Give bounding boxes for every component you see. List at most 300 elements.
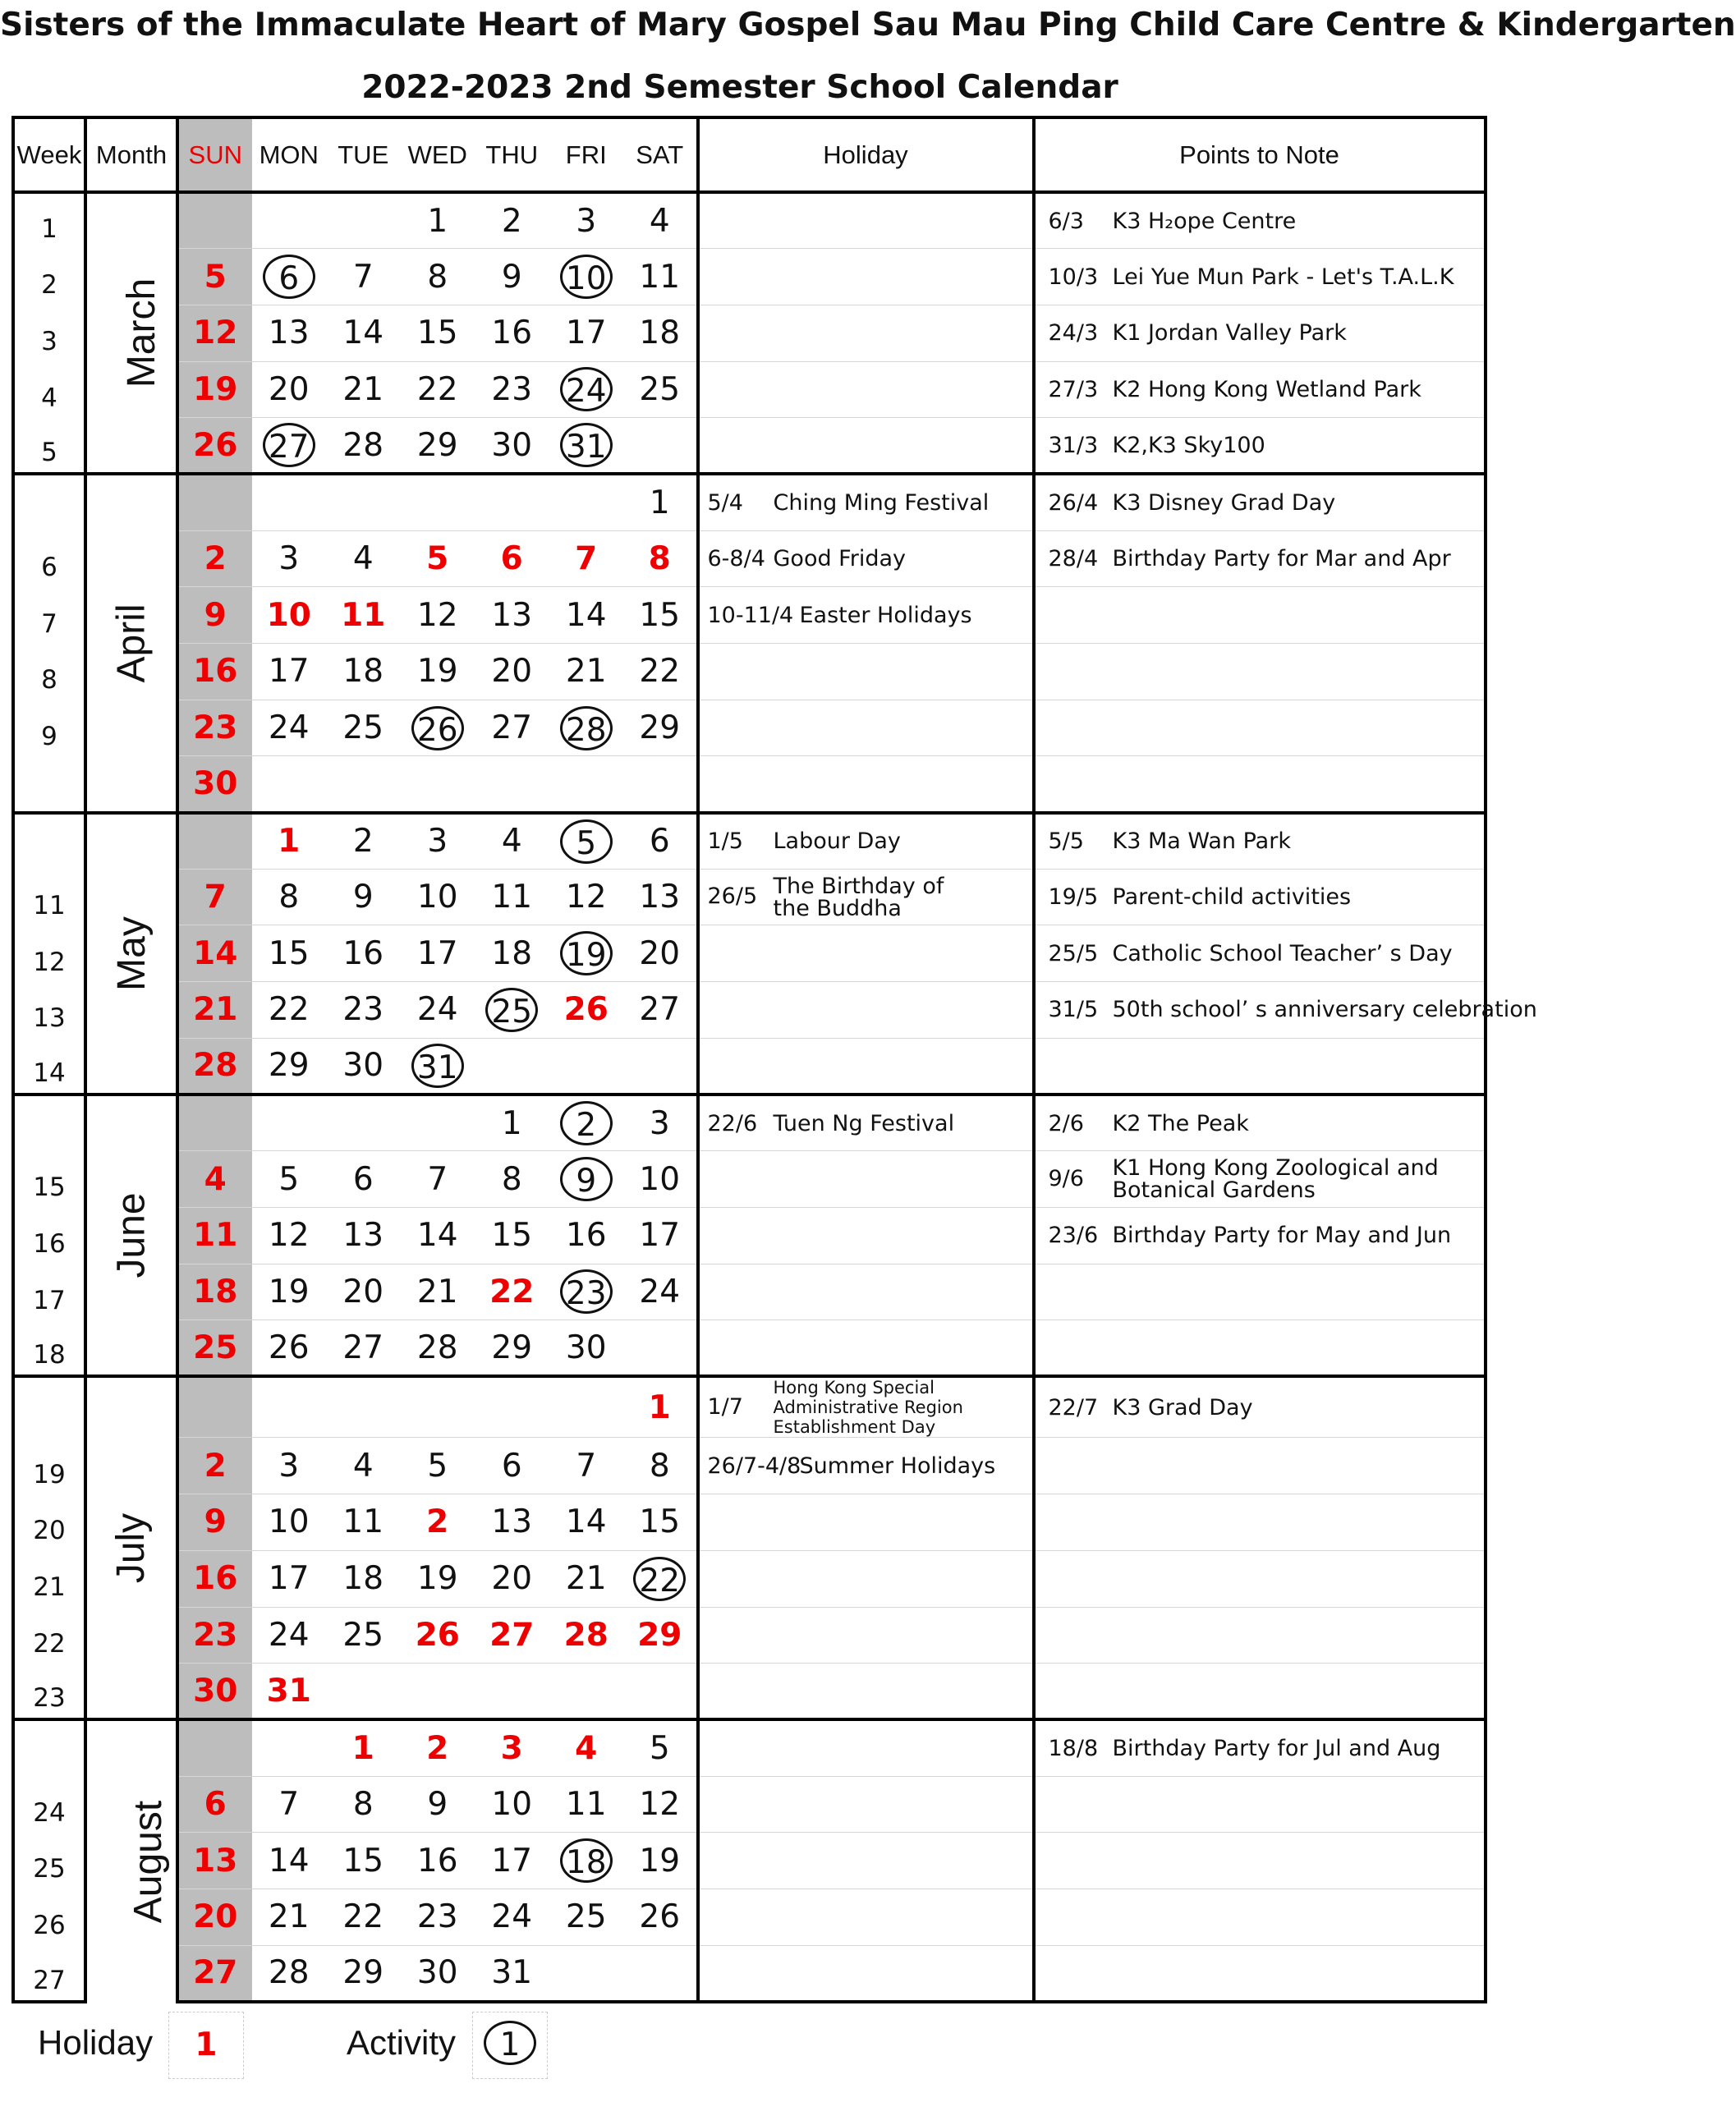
date-number: 16 xyxy=(565,1217,607,1255)
legend xyxy=(0,2003,1513,2086)
note-cell xyxy=(1034,192,1486,249)
day-cell-thu xyxy=(475,1038,549,1095)
date-number: 22 xyxy=(268,991,310,1029)
date-number: 15 xyxy=(639,1503,681,1541)
date-number: 9 xyxy=(560,1157,613,1201)
date-number: 28 xyxy=(416,1329,458,1366)
date-number: 10 xyxy=(268,1503,310,1541)
week-row xyxy=(13,361,1486,418)
day-cell-thu xyxy=(475,1376,549,1438)
holiday-cell xyxy=(698,1607,1034,1664)
date-number: 15 xyxy=(342,1842,384,1879)
date-number: 27 xyxy=(342,1329,384,1366)
date-number: 30 xyxy=(565,1329,607,1366)
holiday-name: Ching Ming Festival xyxy=(773,490,990,516)
date-number: 12 xyxy=(565,879,607,916)
day-cell-sat xyxy=(623,1889,698,1945)
day-cell-sun xyxy=(177,249,252,305)
day-cell-sat xyxy=(623,1719,698,1776)
day-cell-thu xyxy=(475,587,549,644)
week-row xyxy=(13,644,1486,700)
week-row xyxy=(13,1151,1486,1208)
day-cell-thu xyxy=(475,1664,549,1720)
day-cell-sun xyxy=(177,1945,252,2002)
date-number: 5 xyxy=(427,1447,448,1485)
day-cell-sun xyxy=(177,361,252,418)
day-cell-mon xyxy=(252,925,327,982)
note-cell xyxy=(1034,305,1486,361)
day-cell-mon xyxy=(252,1719,327,1776)
week-number: 24 xyxy=(13,1776,85,1833)
week-row xyxy=(13,925,1486,982)
week-row xyxy=(13,1438,1486,1494)
holiday-name: Tuen Ng Festival xyxy=(773,1110,955,1136)
week-row xyxy=(13,700,1486,756)
date-number: 27 xyxy=(263,423,315,467)
week-row xyxy=(13,982,1486,1039)
date-number: 13 xyxy=(491,596,533,634)
day-cell-fri xyxy=(549,1038,624,1095)
date-number: 22 xyxy=(639,653,681,691)
week-number: 22 xyxy=(13,1607,85,1664)
day-cell-sun xyxy=(177,1550,252,1607)
date-number: 4 xyxy=(575,1729,598,1767)
note-cell xyxy=(1034,1038,1486,1095)
day-cell-mon xyxy=(252,1889,327,1945)
date-number: 3 xyxy=(576,202,597,240)
date-number: 14 xyxy=(193,934,238,972)
date-number: 4 xyxy=(204,1160,227,1198)
week-row xyxy=(13,587,1486,644)
date-number: 29 xyxy=(342,1954,384,1992)
day-cell-tue xyxy=(326,192,401,249)
date-number: 20 xyxy=(491,1560,533,1598)
date-number: 30 xyxy=(193,1672,238,1710)
date-number: 5 xyxy=(560,819,613,864)
day-cell-fri xyxy=(549,1494,624,1551)
week-number: 27 xyxy=(13,1945,85,2002)
date-number: 11 xyxy=(491,879,533,916)
day-cell-wed xyxy=(401,1438,475,1494)
day-cell-mon xyxy=(252,474,327,530)
month-label-cell xyxy=(85,192,177,474)
day-cell-thu xyxy=(475,813,549,870)
date-number: 22 xyxy=(633,1557,686,1601)
day-cell-wed xyxy=(401,925,475,982)
day-cell-wed xyxy=(401,1494,475,1551)
holiday-cell xyxy=(698,813,1034,870)
day-cell-sat xyxy=(623,587,698,644)
date-number: 6 xyxy=(204,1785,227,1823)
month-name: March xyxy=(120,278,164,388)
day-cell-mon xyxy=(252,1438,327,1494)
date-number: 14 xyxy=(416,1217,458,1255)
holiday-date: 6-8/4 xyxy=(707,545,765,571)
week-row xyxy=(13,1833,1486,1889)
holiday-cell xyxy=(698,361,1034,418)
day-cell-fri xyxy=(549,192,624,249)
date-number: 6 xyxy=(501,1447,522,1485)
date-number: 23 xyxy=(193,709,238,747)
day-cell-fri xyxy=(549,1151,624,1208)
date-number: 10 xyxy=(491,1785,533,1823)
day-cell-sat xyxy=(623,1376,698,1438)
note-cell xyxy=(1034,1889,1486,1945)
day-cell-sat xyxy=(623,249,698,305)
week-number: 11 xyxy=(13,869,85,925)
day-cell-wed xyxy=(401,530,475,587)
day-cell-mon xyxy=(252,1095,327,1151)
month-label-cell xyxy=(85,1095,177,1376)
day-cell-fri xyxy=(549,982,624,1039)
date-number: 23 xyxy=(416,1898,458,1936)
day-cell-mon xyxy=(252,869,327,925)
day-cell-sun xyxy=(177,813,252,870)
date-number: 2 xyxy=(560,1101,613,1145)
date-number: 21 xyxy=(342,370,384,408)
date-number: 30 xyxy=(193,764,238,802)
day-cell-sat xyxy=(623,869,698,925)
week-row xyxy=(13,869,1486,925)
date-number: 23 xyxy=(193,1616,238,1654)
day-cell-mon xyxy=(252,982,327,1039)
day-cell-tue xyxy=(326,813,401,870)
day-cell-tue xyxy=(326,361,401,418)
date-number: 2 xyxy=(352,823,374,861)
day-cell-mon xyxy=(252,700,327,756)
day-cell-sun xyxy=(177,644,252,700)
date-number: 28 xyxy=(268,1954,310,1992)
date-number: 25 xyxy=(342,1616,384,1654)
date-number: 24 xyxy=(268,1616,310,1654)
day-cell-thu xyxy=(475,361,549,418)
week-number: 8 xyxy=(13,644,85,700)
day-cell-fri xyxy=(549,1095,624,1151)
day-cell-wed xyxy=(401,1320,475,1377)
date-number: 13 xyxy=(639,879,681,916)
note-text: K3 Disney Grad Day xyxy=(1112,490,1336,516)
date-number: 31 xyxy=(491,1954,533,1992)
note-cell xyxy=(1034,1607,1486,1664)
date-number: 19 xyxy=(193,370,238,408)
date-number: 4 xyxy=(501,823,522,861)
day-cell-tue xyxy=(326,982,401,1039)
month-name: May xyxy=(109,916,154,991)
date-number: 18 xyxy=(560,1838,613,1883)
date-number: 21 xyxy=(268,1898,310,1936)
day-cell-thu xyxy=(475,1095,549,1151)
note-date: 5/5 xyxy=(1048,828,1084,855)
date-number: 5 xyxy=(278,1160,300,1198)
date-number: 30 xyxy=(491,426,533,464)
holiday-cell xyxy=(698,1833,1034,1889)
date-number: 23 xyxy=(491,370,533,408)
month-name: July xyxy=(109,1512,154,1584)
date-number: 8 xyxy=(352,1785,374,1823)
date-number: 10 xyxy=(266,596,311,634)
note-date: 24/3 xyxy=(1048,320,1099,347)
note-text: K2 The Peak xyxy=(1112,1110,1249,1136)
holiday-cell xyxy=(698,1550,1034,1607)
date-number: 9 xyxy=(352,879,374,916)
day-cell-sun xyxy=(177,925,252,982)
day-cell-tue xyxy=(326,305,401,361)
day-cell-sun xyxy=(177,474,252,530)
legend-holiday-number: 1 xyxy=(195,2026,218,2063)
day-cell-wed xyxy=(401,813,475,870)
day-cell-tue xyxy=(326,1494,401,1551)
note-cell xyxy=(1034,1207,1486,1264)
holiday-name: Good Friday xyxy=(773,545,907,571)
holiday-cell xyxy=(698,1320,1034,1377)
day-cell-sun xyxy=(177,700,252,756)
day-cell-tue xyxy=(326,1550,401,1607)
day-cell-sun xyxy=(177,756,252,813)
day-cell-mon xyxy=(252,1376,327,1438)
note-date: 10/3 xyxy=(1048,264,1099,290)
date-number: 7 xyxy=(352,258,374,296)
note-cell xyxy=(1034,700,1486,756)
day-cell-tue xyxy=(326,1438,401,1494)
day-cell-sun xyxy=(177,1719,252,1776)
day-cell-mon xyxy=(252,813,327,870)
day-cell-fri xyxy=(549,1207,624,1264)
day-cell-mon xyxy=(252,1945,327,2002)
date-number: 19 xyxy=(416,1560,458,1598)
date-number: 11 xyxy=(342,1503,384,1541)
holiday-cell xyxy=(698,192,1034,249)
date-number: 11 xyxy=(639,258,681,296)
holiday-cell xyxy=(698,1207,1034,1264)
date-number: 20 xyxy=(639,934,681,972)
day-cell-tue xyxy=(326,700,401,756)
day-cell-thu xyxy=(475,644,549,700)
date-number: 16 xyxy=(193,1560,238,1598)
holiday-date: 26/5 xyxy=(707,883,758,910)
date-number: 23 xyxy=(560,1269,613,1314)
legend-holiday-label: Holiday xyxy=(38,2023,154,2062)
week-number: 1 xyxy=(13,192,85,249)
date-number: 8 xyxy=(649,1447,670,1485)
week-number: 25 xyxy=(13,1833,85,1889)
note-cell xyxy=(1034,1719,1486,1776)
week-row xyxy=(13,1776,1486,1833)
day-cell-sun xyxy=(177,1494,252,1551)
date-number: 30 xyxy=(416,1954,458,1992)
note-date: 26/4 xyxy=(1048,490,1099,516)
day-cell-wed xyxy=(401,474,475,530)
date-number: 19 xyxy=(416,653,458,691)
date-number: 15 xyxy=(268,934,310,972)
day-cell-fri xyxy=(549,361,624,418)
date-number: 2 xyxy=(426,1729,449,1767)
date-number: 1 xyxy=(427,202,448,240)
day-cell-fri xyxy=(549,530,624,587)
week-number xyxy=(13,813,85,870)
day-cell-fri xyxy=(549,1550,624,1607)
note-cell xyxy=(1034,1664,1486,1720)
date-number: 6 xyxy=(500,539,523,577)
note-text: K3 Ma Wan Park xyxy=(1112,828,1291,855)
month-name: April xyxy=(109,604,154,683)
day-cell-sun xyxy=(177,1376,252,1438)
day-cell-thu xyxy=(475,1550,549,1607)
date-number: 12 xyxy=(268,1217,310,1255)
week-number: 4 xyxy=(13,361,85,418)
week-number: 14 xyxy=(13,1038,85,1095)
date-number: 12 xyxy=(193,314,238,352)
day-cell-mon xyxy=(252,1494,327,1551)
date-number: 29 xyxy=(491,1329,533,1366)
date-number: 3 xyxy=(427,823,448,861)
date-number: 11 xyxy=(341,596,386,634)
holiday-cell xyxy=(698,1376,1034,1438)
note-text: Birthday Party for Jul and Aug xyxy=(1112,1735,1441,1761)
day-cell-mon xyxy=(252,587,327,644)
day-cell-sun xyxy=(177,1607,252,1664)
legend-activity-label: Activity xyxy=(347,2023,457,2062)
day-cell-sat xyxy=(623,1494,698,1551)
date-number: 15 xyxy=(416,314,458,352)
month-label-cell xyxy=(85,813,177,1095)
holiday-cell xyxy=(698,1264,1034,1320)
date-number: 5 xyxy=(649,1729,670,1767)
day-cell-fri xyxy=(549,869,624,925)
day-cell-thu xyxy=(475,925,549,982)
day-cell-sat xyxy=(623,474,698,530)
date-number: 26 xyxy=(639,1898,681,1936)
day-cell-fri xyxy=(549,1320,624,1377)
date-number: 28 xyxy=(193,1047,238,1085)
day-cell-mon xyxy=(252,305,327,361)
day-cell-mon xyxy=(252,418,327,475)
date-number: 18 xyxy=(639,314,681,352)
day-cell-sun xyxy=(177,1833,252,1889)
day-cell-wed xyxy=(401,982,475,1039)
date-number: 22 xyxy=(342,1898,384,1936)
day-cell-sun xyxy=(177,1664,252,1720)
date-number: 12 xyxy=(416,596,458,634)
date-number: 10 xyxy=(416,879,458,916)
day-cell-sun xyxy=(177,1207,252,1264)
week-number xyxy=(13,474,85,530)
day-cell-wed xyxy=(401,1038,475,1095)
date-number: 14 xyxy=(342,314,384,352)
holiday-cell xyxy=(698,474,1034,530)
date-number: 20 xyxy=(268,370,310,408)
date-number: 18 xyxy=(193,1273,238,1310)
day-cell-tue xyxy=(326,1095,401,1151)
day-cell-tue xyxy=(326,1376,401,1438)
date-number: 18 xyxy=(491,934,533,972)
date-number: 20 xyxy=(491,653,533,691)
day-cell-sun xyxy=(177,418,252,475)
date-number: 17 xyxy=(639,1217,681,1255)
day-cell-sun xyxy=(177,1264,252,1320)
week-row xyxy=(13,418,1486,475)
note-cell xyxy=(1034,1320,1486,1377)
day-cell-fri xyxy=(549,305,624,361)
week-row xyxy=(13,305,1486,361)
date-number: 21 xyxy=(565,653,607,691)
day-cell-fri xyxy=(549,1376,624,1438)
date-number: 26 xyxy=(563,991,609,1029)
note-text: K1 Jordan Valley Park xyxy=(1112,320,1347,347)
day-cell-mon xyxy=(252,1664,327,1720)
week-row xyxy=(13,1664,1486,1720)
date-number: 13 xyxy=(342,1217,384,1255)
holiday-date: 22/6 xyxy=(707,1110,758,1136)
day-header-mon: MON xyxy=(252,117,327,192)
note-text: K2 Hong Kong Wetland Park xyxy=(1112,376,1421,402)
day-cell-mon xyxy=(252,756,327,813)
date-number: 3 xyxy=(278,1447,300,1485)
note-date: 27/3 xyxy=(1048,376,1099,402)
day-cell-sun xyxy=(177,1095,252,1151)
day-cell-thu xyxy=(475,869,549,925)
day-cell-wed xyxy=(401,418,475,475)
holiday-name: Labour Day xyxy=(773,828,901,855)
note-text: K2,K3 Sky100 xyxy=(1112,432,1265,458)
day-cell-sat xyxy=(623,1438,698,1494)
note-text: Catholic School Teacher’ s Day xyxy=(1112,940,1453,966)
date-number: 25 xyxy=(342,709,384,747)
month-name: June xyxy=(109,1192,154,1278)
day-cell-fri xyxy=(549,1945,624,2002)
date-number: 22 xyxy=(489,1273,535,1310)
week-row xyxy=(13,1320,1486,1377)
date-number: 24 xyxy=(416,991,458,1029)
holiday-date: 5/4 xyxy=(707,490,743,516)
holiday-cell xyxy=(698,418,1034,475)
day-cell-wed xyxy=(401,1719,475,1776)
note-date: 25/5 xyxy=(1048,940,1099,966)
date-number: 29 xyxy=(416,426,458,464)
date-number: 9 xyxy=(204,596,227,634)
date-number: 9 xyxy=(501,258,522,296)
date-number: 7 xyxy=(427,1160,448,1198)
day-cell-tue xyxy=(326,418,401,475)
day-cell-mon xyxy=(252,530,327,587)
holiday-cell xyxy=(698,249,1034,305)
holiday-cell xyxy=(698,1494,1034,1551)
day-cell-fri xyxy=(549,1889,624,1945)
day-cell-thu xyxy=(475,1264,549,1320)
day-cell-sat xyxy=(623,1207,698,1264)
date-number: 27 xyxy=(193,1954,238,1992)
date-number: 21 xyxy=(416,1273,458,1310)
day-cell-wed xyxy=(401,192,475,249)
date-number: 13 xyxy=(268,314,310,352)
date-number: 1 xyxy=(648,1388,671,1426)
date-number: 8 xyxy=(427,258,448,296)
day-header-thu: THU xyxy=(475,117,549,192)
week-number: 19 xyxy=(13,1438,85,1494)
date-number: 17 xyxy=(565,314,607,352)
day-cell-tue xyxy=(326,756,401,813)
date-number: 18 xyxy=(342,1560,384,1598)
week-row xyxy=(13,1376,1486,1438)
holiday-cell xyxy=(698,756,1034,813)
week-row xyxy=(13,1719,1486,1776)
day-cell-thu xyxy=(475,1207,549,1264)
day-cell-sat xyxy=(623,925,698,982)
day-cell-wed xyxy=(401,1151,475,1208)
day-cell-thu xyxy=(475,305,549,361)
week-row xyxy=(13,192,1486,249)
date-number: 24 xyxy=(268,709,310,747)
date-number: 26 xyxy=(415,1616,460,1654)
